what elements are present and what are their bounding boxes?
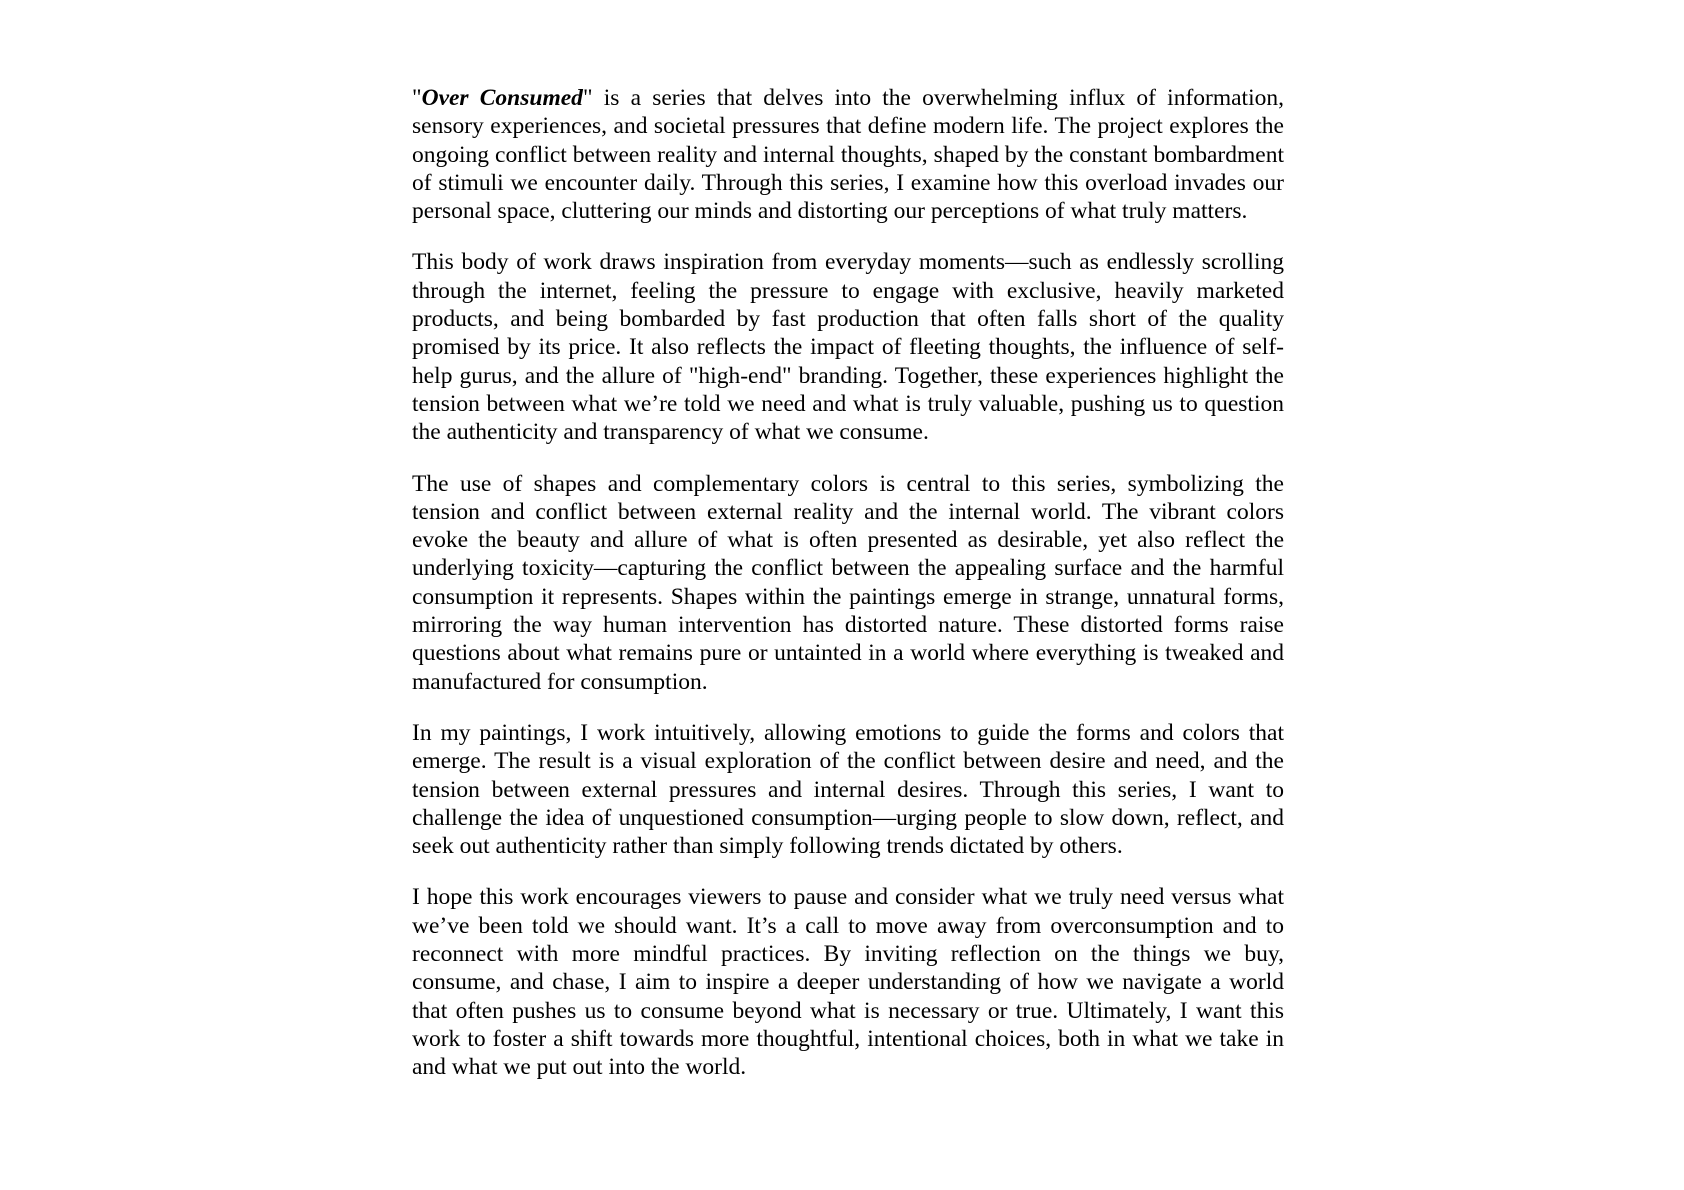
paragraph-intro-text: is a series that delves into the overwhelming influx of information, sensory experiences, and societal pressures that define modern life. The project explores the ongoing conflict between reality and internal thoughts, shaped by the constant bombardment of stimuli we encounter daily. Through this series, I examine how this overload invades our personal space, cluttering our minds and distorting our perceptions of what truly matters. xyxy=(412,85,1284,225)
series-title: Over Consumed xyxy=(421,85,583,111)
paragraph-process: In my paintings, I work intuitively, allowing emotions to guide the forms and colors that emerge. The result is a visual exploration of the conflict between desire and need, and the tension between external pressures and internal desires. Through this series, I want to challenge the idea of unquestioned consumption—urging people to slow down, reflect, and seek out authenticity rather than simply following trends dictated by others. xyxy=(412,719,1284,860)
paragraph-hope: I hope this work encourages viewers to pause and consider what we truly need versus what we’ve been told we should want. It’s a call to move away from overconsumption and to reconnect with more mindful practices. By inviting reflection on the things we buy, consume, and chase, I aim to inspire a deeper understanding of how we navigate a world that often pushes us to consume beyond what is necessary or true. Ultimately, I want this work to foster a shift towards more thoughtful, intentional choices, both in what we take in and what we put out into the world. xyxy=(412,884,1284,1081)
title-open-quote: " xyxy=(412,85,422,111)
paragraph-inspiration: This body of work draws inspiration from everyday moments—such as endlessly scrolling through the internet, feeling the pressure to engage with exclusive, heavily marketed products, and being bombarded by fast production that often falls short of the quality promised by its price. It also reflects the impact of fleeting thoughts, the influence of self-help gurus, and the allure of "high-end" branding. Together, these experiences highlight the tension between what we’re told we need and what is truly valuable, pushing us to question the authenticity and transparency of what we consume. xyxy=(412,249,1284,446)
artist-statement xyxy=(412,84,1284,1105)
title-close-quote: " xyxy=(582,85,593,111)
paragraph-intro xyxy=(412,84,1284,225)
paragraph-shapes-colors: The use of shapes and complementary colors is central to this series, symbolizing the tension and conflict between external reality and the internal world. The vibrant colors evoke the beauty and allure of what is often presented as desirable, yet also reflect the underlying toxicity—capturing the conflict between the appealing surface and the harmful consumption it represents. Shapes within the paintings emerge in strange, unnatural forms, mirroring the way human intervention has distorted nature. These distorted forms raise questions about what remains pure or untainted in a world where everything is tweaked and manufactured for consumption. xyxy=(412,470,1284,695)
